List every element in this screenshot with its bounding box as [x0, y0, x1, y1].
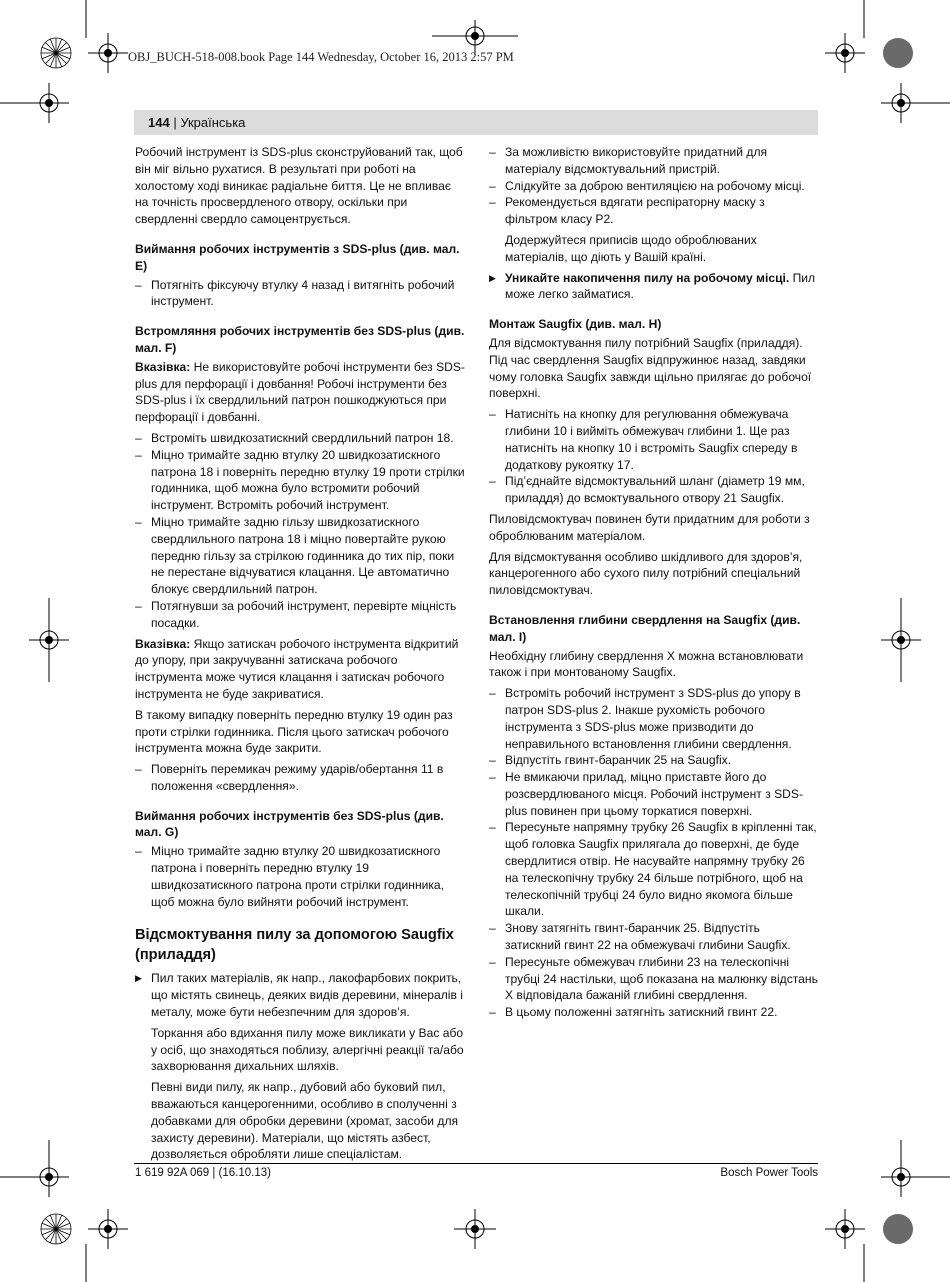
list-item-text: Відпустіть гвинт-баранчик 25 на Saugfix.: [505, 753, 732, 768]
note-text: Не використовуйте робочі інструменти без SDS-plus для перфорації і довбання! Робочі інструменти без SDS-plus і їх свердлильний патрон пошкоджуються при перфорації і довбанні.: [135, 359, 465, 425]
bullet-list: [135, 970, 465, 1020]
list-item: [489, 920, 819, 954]
list-item-text: Міцно тримайте задню гільзу швидкозатискного свердлильного патрона 18 і міцно повертайте рукою передню гільзу за стрілкою годинника до тих пір, поки не перестане відчуватися клацання. Це автоматично блокує свердлильний патрон.: [151, 514, 455, 597]
paragraph: Необхідну глибину свердлення X можна встановлювати також і при монтованому Saugfix.: [489, 648, 804, 680]
list-item-text: Поверніть перемикач режиму ударів/обертання 11 в положення «свердлення».: [151, 762, 444, 793]
list-item-text: Натисніть на кнопку для регулювання обмежувача глибини 10 і вийміть обмежувач глибини 1. Ще раз натисніть на кнопку 10 і встроміть Saugfix спереду в додаткову рукоятку 17.: [505, 407, 798, 472]
bullet-list: [489, 406, 819, 507]
list-item: [489, 769, 819, 819]
list-item: [135, 447, 465, 514]
list-item-text: Пересуньте обмежувач глибини 23 на телескопічні трубці 24 настільки, щоб показана на малюнку відстань X відповідала бажаній глибині свердлення.: [505, 954, 818, 1003]
bullet-list: [489, 270, 819, 304]
list-item-text: Встроміть швидкозатискний свердлильний патрон 18.: [151, 430, 454, 445]
paragraph: Пиловідсмоктувач повинен бути придатним для роботи з оброблюваним матеріалом.: [489, 511, 810, 543]
list-item: [489, 144, 819, 178]
section-heading: Монтаж Saugfix (див. мал. H): [489, 317, 662, 332]
warning-item: [489, 270, 819, 304]
section-heading: Встромляння робочих інструментів без SDS-plus (див. мал. F): [135, 324, 465, 355]
book-file-info: OBJ_BUCH-518-008.book Page 144 Wednesday, October 16, 2013 2:57 PM: [128, 50, 514, 64]
header-label: [148, 115, 245, 130]
page-number: 144: [148, 115, 170, 130]
list-item: [489, 752, 819, 769]
section-heading: Виймання робочих інструментів з SDS-plus (див. мал. E): [135, 241, 460, 273]
left-column: [135, 144, 465, 1167]
list-item: [489, 473, 819, 507]
bullet-list: [135, 761, 465, 795]
list-item-text: Під’єднайте відсмоктувальний шланг (діаметр 19 мм, приладдя) до всмоктувального отвору 21 Saugfix.: [505, 474, 805, 506]
section-heading: Виймання робочих інструментів без SDS-plus (див. мал. G): [135, 808, 444, 840]
header-language: Українська: [180, 115, 246, 130]
list-item: [135, 761, 465, 795]
indented-paragraph: Торкання або вдихання пилу може викликати у Вас або у осіб, що знаходяться поблизу, алергічні реакції та/або захворювання дихальних шляхів.: [151, 1025, 464, 1074]
list-item-text: Слідкуйте за доброю вентиляцією на робочому місці.: [505, 178, 805, 193]
page-header: [134, 110, 818, 135]
bullet-list: [135, 843, 465, 910]
list-item-text: Встроміть робочий інструмент з SDS-plus до упору в патрон SDS-plus 2. Інакше рухомість робочого інструмента з SDS-plus може призводити до неправильного встановлення глибини свердлення.: [505, 686, 801, 751]
list-item-text: Пересуньте напрямну трубку 26 Saugfix в кріпленні так, щоб головка Saugfix прилягала до поверхні, де буде свердлитися отвір. Не насувайте напрямну трубку 26 на телескопічну трубку 24 більше потрібного, щоб на телескопічній трубці 24 було видно якомога більше шкали.: [505, 820, 817, 919]
note-label: Вказівка:: [135, 636, 191, 651]
list-item: [135, 598, 465, 632]
indented-paragraph: Додержуйтеся приписів щодо оброблюваних матеріалів, що діють у Вашій країні.: [505, 232, 757, 264]
list-item: [489, 819, 819, 920]
list-item: [489, 178, 819, 195]
footer-brand: Bosch Power Tools: [720, 1167, 818, 1179]
list-item: [135, 277, 465, 311]
note-paragraph: [135, 636, 465, 703]
list-item: [135, 843, 465, 910]
list-item-text: В цьому положенні затягніть затискний гвинт 22.: [505, 1005, 778, 1020]
paragraph: Для відсмоктування пилу потрібний Saugfix (приладдя). Під час свердлення Saugfix відпружинює назад, завдяки чому головка Saugfix завжди щільно прилягає до робочої поверхні.: [489, 335, 812, 401]
list-item-text: Міцно тримайте задню втулку 20 швидкозатискного патрона 18 і поверніть передню втулку 19 проти стрілки годинника, щоб можна було встромити робочий інструмент. Встроміть робочий інструмент.: [151, 447, 465, 513]
bullet-list: [135, 430, 465, 632]
list-item-text: Міцно тримайте задню втулку 20 швидкозатискного патрона і поверніть передню втулку 19 швидкозатискного патрона проти стрілки годинника, щоб можна було вийняти робочий інструмент.: [151, 844, 445, 909]
list-item-text: Потягнувши за робочий інструмент, перевірте міцність посадки.: [151, 598, 457, 630]
list-item: [489, 954, 819, 1004]
list-item: [489, 194, 819, 228]
indented-paragraph: Певні види пилу, як напр., дубовий або буковий пил, вважаються канцерогенними, особливо в сполученні з добавками для обробки деревини (хромат, засоби для захисту деревини). Матеріали, що містять азбест, дозволяється обробляти лише спеціалістам.: [151, 1080, 459, 1162]
right-column: [489, 144, 819, 1025]
list-item-text: Знову затягніть гвинт-баранчик 25. Відпустіть затискний гвинт 22 на обмежувачі глибини Saugfix.: [505, 921, 791, 953]
paragraph: Робочий інструмент із SDS-plus сконструйований так, щоб він міг вільно рухатися. В результаті при роботі на холостому ході виникає радіальне биття. Це не впливає на точність просвердленого отвору, оскільки при свердленні свердло самоцентрується.: [135, 145, 463, 227]
list-item-text: Пил таких матеріалів, як напр., лакофарбових покрить, що містять свинець, деяких видів деревини, мінералів і металу, може бути небезпечним для здоров’я.: [151, 971, 463, 1020]
list-item-text: Пил може легко займатися.: [505, 270, 816, 302]
list-item: [489, 1004, 819, 1021]
chapter-heading: Відсмоктування пилу за допомогою Saugfix (приладдя): [135, 927, 454, 963]
list-item-text: Потягніть фіксуючу втулку 4 назад і витягніть робочий інструмент.: [151, 277, 455, 309]
paragraph: В такому випадку поверніть передню втулку 19 один раз проти стрілки годинника. Після цього затискач робочого інструмента можна буде закрити.: [135, 707, 453, 756]
bullet-list: [489, 685, 819, 1021]
list-item-text: За можливістю використовуйте придатний для матеріалу відсмоктувальний пристрій.: [505, 145, 768, 176]
bullet-list: [489, 144, 819, 228]
warning-item: [135, 970, 465, 1020]
list-item: [489, 685, 819, 752]
warning-emphasis: Уникайте накопичення пилу на робочому місці.: [505, 270, 790, 285]
note-text: Якщо затискач робочого інструмента відкритий до упору, при закручуванні затискача робочого інструмента може чутися клацання і затискач робочого інструмента не буде закриватися.: [135, 636, 459, 701]
list-item: [135, 430, 465, 447]
header-separator: |: [169, 115, 181, 130]
list-item: [489, 406, 819, 473]
section-heading: Встановлення глибини свердлення на Saugfix (див. мал. I): [489, 612, 801, 644]
paragraph: Для відсмоктування особливо шкідливого для здоров’я, канцерогенного або сухого пилу потрібний спеціальний пиловідсмоктувач.: [489, 549, 803, 598]
list-item: [135, 514, 465, 598]
footer-part-number: 1 619 92A 069 | (16.10.13): [135, 1167, 271, 1179]
note-paragraph: [135, 359, 465, 426]
note-label: Вказівка:: [135, 359, 191, 374]
footer-rule: [134, 1163, 818, 1164]
list-item-text: Рекомендується вдягати респіраторну маску з фільтром класу P2.: [505, 195, 765, 227]
bullet-list: [135, 277, 465, 311]
list-item-text: Не вмикаючи прилад, міцно приставте його до розсвердлюваного місця. Робочий інструмент з SDS-plus повинен при цьому торкатися поверхні.: [505, 770, 804, 818]
